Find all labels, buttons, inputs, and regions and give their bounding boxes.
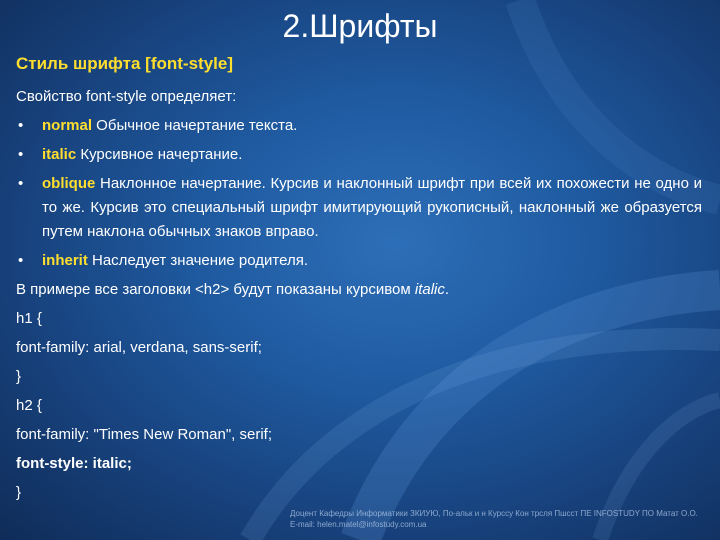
slide-title: 2.Шрифты [282, 8, 438, 44]
code-line: h1 { [16, 310, 42, 327]
footer-credits [290, 508, 698, 530]
code-line: } [16, 484, 22, 501]
bullet-dot-icon: • [18, 175, 24, 192]
footer-author: Доцент Кафедры Информатики ЗКИУЮ, По-альк и н Курссу Кон трсля Пшсст ПЕ INFOSTUDY ПО Матат О.О. [290, 509, 698, 518]
code-line: h2 { [16, 397, 42, 414]
bullet-inherit [16, 249, 702, 273]
example-text [16, 278, 702, 302]
code-line-bold: font-style: italic; [16, 455, 132, 472]
bullet-text: Обычное начертание текста. [92, 117, 298, 134]
code-line: } [16, 368, 22, 385]
code-line: font-family: "Times New Roman", serif; [16, 426, 272, 443]
bullet-text: Наклонное начертание. Курсив и наклонный шрифт при всей их похожести не одно и то же. Курсив это специальный шрифт имитирующий рукописный, наклонный же образуется путем наклона обычных знаков вправо. [42, 175, 702, 240]
bullet-text: Наследует значение родителя. [87, 252, 308, 269]
example-italic-word: italic [414, 281, 445, 298]
example-suffix: . [444, 281, 450, 298]
section-subtitle: Стиль шрифта [font-style] [16, 54, 234, 73]
bullet-italic [16, 143, 702, 167]
bullet-keyword: oblique [42, 175, 96, 192]
intro-text: Свойство font-style определяет: [16, 88, 237, 105]
bullet-keyword: inherit [42, 252, 88, 269]
bullet-keyword: italic [42, 146, 77, 163]
bullet-dot-icon: • [18, 117, 24, 134]
footer-email: E-mail: helen.matel@infostudy.com.ua [290, 520, 427, 529]
bullet-dot-icon: • [18, 146, 24, 163]
bullet-keyword: normal [42, 117, 93, 134]
bullet-dot-icon: • [18, 252, 24, 269]
code-line: font-family: arial, verdana, sans-serif; [16, 339, 262, 356]
bullet-text: Курсивное начертание. [76, 146, 243, 163]
bullet-normal [16, 114, 702, 138]
bullet-oblique [16, 172, 702, 244]
example-prefix: В примере все заголовки <h2> будут показаны курсивом [16, 281, 415, 298]
slide-content [16, 52, 702, 510]
